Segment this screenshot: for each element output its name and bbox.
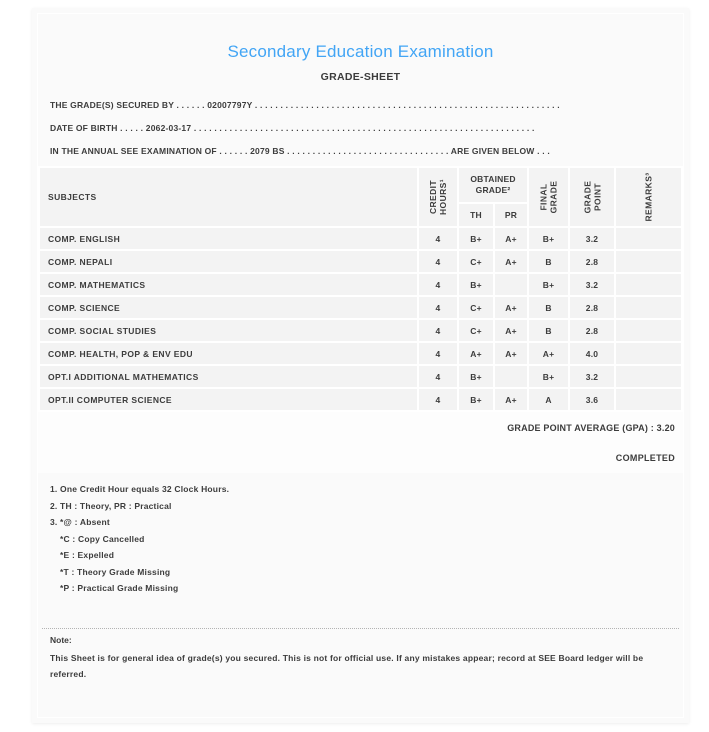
practical-grade-cell bbox=[495, 274, 527, 295]
final-grade-cell: B+ bbox=[529, 274, 568, 295]
final-grade-cell: A bbox=[529, 389, 568, 410]
final-grade-cell: B bbox=[529, 320, 568, 341]
remarks-cell bbox=[616, 320, 681, 341]
theory-grade-cell: C+ bbox=[459, 320, 493, 341]
table-row bbox=[40, 366, 681, 387]
subject-cell: COMP. MATHEMATICS bbox=[40, 274, 417, 295]
subject-cell: COMP. NEPALI bbox=[40, 251, 417, 272]
final-grade-rotated-label: FINAL GRADE bbox=[538, 180, 559, 214]
note-divider bbox=[42, 628, 679, 629]
col-header-final-grade bbox=[529, 168, 568, 226]
credit-hours-rotated-label: CREDIT HOURS¹ bbox=[427, 179, 448, 215]
table-row bbox=[40, 251, 681, 272]
remarks-rotated-label: REMARKS³ bbox=[643, 172, 654, 222]
col-header-practical: PR bbox=[495, 204, 527, 226]
practical-grade-cell: A+ bbox=[495, 297, 527, 318]
footnote-item: *P : Practical Grade Missing bbox=[60, 583, 179, 593]
remarks-cell bbox=[616, 274, 681, 295]
remarks-cell bbox=[616, 366, 681, 387]
note-text: This Sheet is for general idea of grade(s) you secured. This is not for official use. If any mistakes appear; record at SEE Board ledger will be referred. bbox=[50, 652, 644, 679]
footnote-item: *E : Expelled bbox=[60, 550, 115, 560]
note-label: Note: bbox=[50, 634, 72, 645]
credit-hours-cell: 4 bbox=[419, 343, 457, 364]
remarks-cell bbox=[616, 343, 681, 364]
credit-hours-cell: 4 bbox=[419, 320, 457, 341]
footnote-item: *C : Copy Cancelled bbox=[60, 533, 145, 544]
col-header-credit-hours bbox=[419, 168, 457, 226]
practical-grade-cell: A+ bbox=[495, 389, 527, 410]
theory-grade-cell: A+ bbox=[459, 343, 493, 364]
table-row bbox=[40, 343, 681, 364]
grade-point-cell: 3.2 bbox=[570, 274, 614, 295]
practical-grade-cell: A+ bbox=[495, 251, 527, 272]
theory-grade-cell: B+ bbox=[459, 389, 493, 410]
col-header-grade-point bbox=[570, 168, 614, 226]
completion-status: COMPLETED bbox=[615, 453, 675, 463]
col-header-obtained-grade: OBTAINED GRADE² bbox=[459, 168, 527, 202]
col-header-theory: TH bbox=[459, 204, 493, 226]
theory-grade-cell: B+ bbox=[459, 366, 493, 387]
remarks-cell bbox=[616, 297, 681, 318]
footnote-item: 2. TH : Theory, PR : Practical bbox=[50, 500, 172, 511]
practical-grade-cell: A+ bbox=[495, 320, 527, 341]
subject-cell: COMP. SCIENCE bbox=[40, 297, 417, 318]
subject-cell: COMP. SOCIAL STUDIES bbox=[40, 320, 417, 341]
credit-hours-cell: 4 bbox=[419, 389, 457, 410]
remarks-cell bbox=[616, 228, 681, 249]
footnotes bbox=[38, 481, 683, 597]
final-grade-cell: A+ bbox=[529, 343, 568, 364]
credit-hours-cell: 4 bbox=[419, 251, 457, 272]
gpa-summary: GRADE POINT AVERAGE (GPA) : 3.20 bbox=[507, 423, 675, 433]
final-grade-cell: B+ bbox=[529, 366, 568, 387]
table-row bbox=[40, 320, 681, 341]
footnote-item: 1. One Credit Hour equals 32 Clock Hours. bbox=[50, 484, 230, 494]
table-row bbox=[40, 297, 681, 318]
practical-grade-cell: A+ bbox=[495, 228, 527, 249]
credit-hours-cell: 4 bbox=[419, 297, 457, 318]
info-line-examination-year: IN THE ANNUAL SEE EXAMINATION OF . . . . . . 2079 BS . . . . . . . . . . . . . . . . . . . . . . . . . . . . . . . . ARE GIVEN BELOW . . . bbox=[50, 146, 550, 156]
info-line-date-of-birth: DATE OF BIRTH . . . . . 2062-03-17 . . . . . . . . . . . . . . . . . . . . . . . . . . . . . . . . . . . . . . . . . . . . . . . . . . . . . . . . . . . . . . . . . . . bbox=[50, 123, 535, 133]
subject-cell: OPT.I ADDITIONAL MATHEMATICS bbox=[40, 366, 417, 387]
subject-cell: COMP. ENGLISH bbox=[40, 228, 417, 249]
grade-point-cell: 4.0 bbox=[570, 343, 614, 364]
grades-table bbox=[38, 166, 683, 412]
final-grade-cell: B bbox=[529, 297, 568, 318]
grades-table-section bbox=[38, 166, 683, 473]
grade-point-rotated-label: GRADE POINT bbox=[581, 180, 603, 214]
page-title: Secondary Education Examination bbox=[227, 42, 494, 61]
theory-grade-cell: B+ bbox=[459, 274, 493, 295]
grade-sheet-card bbox=[32, 8, 689, 723]
credit-hours-cell: 4 bbox=[419, 228, 457, 249]
remarks-cell bbox=[616, 389, 681, 410]
grade-point-cell: 2.8 bbox=[570, 251, 614, 272]
grade-point-cell: 3.2 bbox=[570, 228, 614, 249]
candidate-info bbox=[38, 94, 683, 163]
credit-hours-cell: 4 bbox=[419, 274, 457, 295]
footnote-item: 3. *@ : Absent bbox=[50, 517, 110, 527]
grade-point-cell: 2.8 bbox=[570, 320, 614, 341]
subject-cell: COMP. HEALTH, POP & ENV EDU bbox=[40, 343, 417, 364]
credit-hours-cell: 4 bbox=[419, 366, 457, 387]
col-header-subjects: SUBJECTS bbox=[40, 168, 417, 226]
theory-grade-cell: C+ bbox=[459, 251, 493, 272]
grade-point-cell: 2.8 bbox=[570, 297, 614, 318]
info-line-secured-by: THE GRADE(S) SECURED BY . . . . . . 02007797Y . . . . . . . . . . . . . . . . . . . . . . . . . . . . . . . . . . . . . . . . . . . . . . . . . . . . . . . . . . . . bbox=[50, 100, 560, 110]
table-row bbox=[40, 228, 681, 249]
grades-table-body bbox=[40, 228, 681, 410]
grade-point-cell: 3.2 bbox=[570, 366, 614, 387]
theory-grade-cell: B+ bbox=[459, 228, 493, 249]
footnote-item: *T : Theory Grade Missing bbox=[60, 566, 171, 577]
practical-grade-cell: A+ bbox=[495, 343, 527, 364]
subject-cell: OPT.II COMPUTER SCIENCE bbox=[40, 389, 417, 410]
grade-point-cell: 3.6 bbox=[570, 389, 614, 410]
final-grade-cell: B+ bbox=[529, 228, 568, 249]
col-header-remarks bbox=[616, 168, 681, 226]
practical-grade-cell bbox=[495, 366, 527, 387]
remarks-cell bbox=[616, 251, 681, 272]
page-subtitle: GRADE-SHEET bbox=[320, 71, 401, 83]
final-grade-cell: B bbox=[529, 251, 568, 272]
theory-grade-cell: C+ bbox=[459, 297, 493, 318]
table-row bbox=[40, 389, 681, 410]
grade-sheet-content bbox=[38, 14, 683, 717]
table-row bbox=[40, 274, 681, 295]
